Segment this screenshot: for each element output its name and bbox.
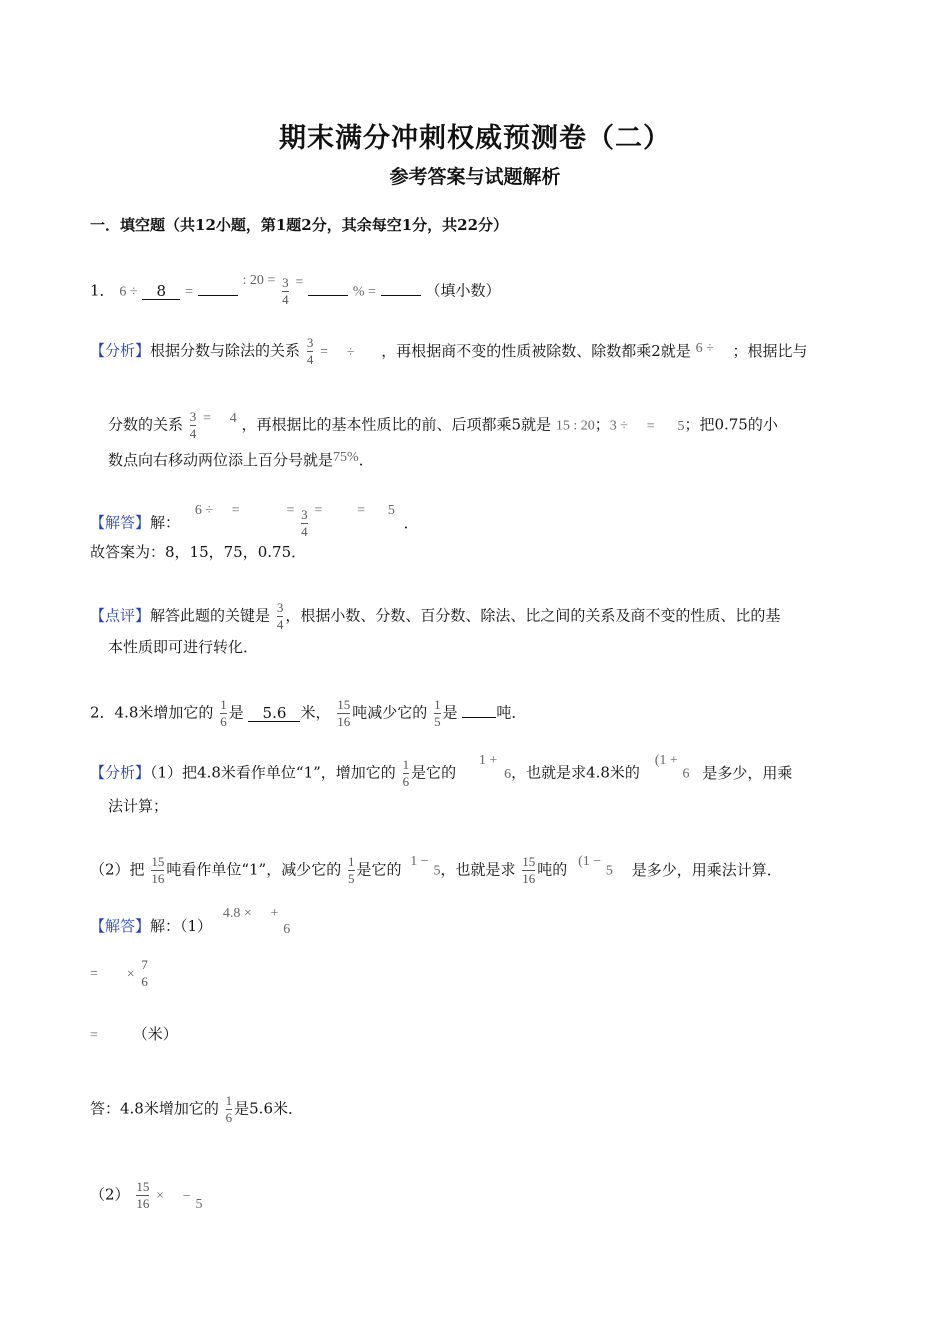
- answer-blank: 5.6: [248, 705, 300, 722]
- fraction: $\frac{15}{16}$: [151, 854, 165, 886]
- page-subtitle: 参考答案与试题解析: [389, 166, 561, 188]
- analysis-text: 是多少，用乘法计算．: [631, 860, 782, 879]
- math-expr: ×: [156, 1188, 165, 1204]
- math-expr: =: [90, 966, 98, 982]
- q2-analysis-line2: 法计算；: [108, 797, 169, 815]
- math-expr: =: [231, 502, 240, 518]
- analysis-text: 数点向右移动两位添上百分号就是: [108, 451, 334, 469]
- q1-comment-line2: 本性质即可进行转化．: [108, 638, 259, 656]
- math-expr: =: [357, 502, 366, 518]
- question-text: 是: [442, 703, 458, 722]
- q1-result: 故答案为：8，15，75，0.75．: [90, 543, 307, 561]
- math-expr: (1 +: [654, 752, 678, 768]
- analysis-text: （2）把: [90, 860, 145, 879]
- analysis-tag: 【分析】: [90, 341, 151, 360]
- comment-text: 解答此题的关键是: [150, 606, 271, 625]
- math-expr: ÷: [346, 344, 355, 360]
- fraction: $\frac{3}{4}$: [282, 275, 289, 307]
- answer-label: 解：（1）: [150, 917, 213, 935]
- math-expr: =: [646, 418, 655, 434]
- question-1: [90, 272, 501, 307]
- math-expr: 6: [504, 766, 512, 782]
- math-expr: (1 −: [578, 853, 602, 869]
- math-expr: 5: [605, 863, 613, 879]
- fraction: $\frac{3}{4}$: [276, 600, 284, 632]
- answer-text: 答：4.8米增加它的: [90, 1099, 219, 1118]
- analysis-text: 分数的关系: [108, 415, 184, 434]
- analysis-text: ，也就是求: [440, 860, 516, 879]
- fraction: $\frac{1}{5}$: [434, 697, 441, 729]
- analysis-tag: 【分析】: [90, 763, 151, 782]
- unit-text: （米）: [132, 1025, 178, 1043]
- analysis-text: 根据分数与除法的关系: [150, 341, 301, 360]
- math-expr: 6 ÷: [194, 502, 213, 518]
- q2-answer-line1: [90, 906, 291, 937]
- section-heading: 一．填空题（共12小题，第1题2分，其余每空1分，共22分）: [90, 216, 509, 234]
- q2-analysis-line1: [90, 752, 793, 789]
- math-expr: 6 ÷: [695, 340, 714, 356]
- q2-step-2: [90, 1023, 178, 1044]
- q2-step-1: [90, 958, 150, 989]
- fraction: $\frac{15}{16}$: [136, 1179, 150, 1211]
- fraction: $\frac{3}{4}$: [189, 409, 197, 441]
- comment-text: ，根据小数、分数、百分数、除法、比之间的关系及商不变的性质、比的基: [285, 606, 781, 625]
- math-expr: % =: [352, 284, 376, 300]
- question-text: 吨．: [496, 703, 527, 722]
- q1-analysis-line2: [108, 410, 778, 441]
- math-expr: 4.8 ×: [222, 906, 252, 921]
- math-expr: −: [182, 1188, 191, 1204]
- punctuation: ；: [594, 415, 610, 434]
- fraction: $\frac{1}{5}$: [348, 854, 355, 886]
- hint-text: （填小数）: [425, 281, 501, 300]
- math-expr: 6: [682, 766, 690, 782]
- answer-blank: [308, 295, 348, 296]
- q2-answer-part2: [90, 1180, 202, 1211]
- analysis-text: ，也就是求4.8米的: [511, 763, 640, 782]
- math-expr: 1 −: [410, 853, 429, 869]
- math-expr: 5: [387, 502, 395, 518]
- math-expr: 75%: [333, 450, 359, 465]
- math-expr: =: [286, 502, 295, 518]
- comment-tag: 【点评】: [90, 606, 151, 625]
- question-2: [90, 698, 526, 729]
- fraction: $\frac{3}{4}$: [306, 335, 314, 367]
- q2-answer-statement: [90, 1094, 303, 1125]
- question-text: 吨减少它的: [352, 703, 428, 722]
- math-expr: 5: [433, 863, 441, 879]
- fraction: $\frac{1}{6}$: [225, 1093, 233, 1125]
- question-text: 是: [228, 703, 244, 722]
- answer-blank: [198, 295, 238, 296]
- fraction: $\frac{1}{6}$: [402, 757, 410, 789]
- math-expr: 1 +: [478, 752, 498, 768]
- analysis-text: 是它的: [356, 860, 402, 879]
- math-expr: 3 ÷: [609, 418, 628, 434]
- q1-analysis-line3: [108, 449, 374, 470]
- math-expr: : 20 =: [242, 272, 276, 288]
- analysis-text: ，再根据比的基本性质比的前、后项都乘5就是: [241, 415, 552, 434]
- math-expr: =: [90, 1028, 98, 1043]
- math-expr: 5: [195, 1196, 203, 1212]
- math-expr: =: [320, 344, 328, 360]
- answer-label: 解：: [150, 513, 181, 532]
- q1-analysis-line1: [90, 336, 808, 367]
- answer-blank: [381, 295, 421, 296]
- q1-comment-line1: [90, 601, 780, 632]
- math-expr: 15 : 20: [555, 418, 595, 434]
- answer-text: 是5.6米．: [234, 1099, 303, 1118]
- answer-tag: 【解答】: [90, 513, 151, 532]
- math-expr: 6: [283, 922, 291, 937]
- page-title: 期末满分冲刺权威预测卷（二）: [279, 123, 671, 154]
- answer-blank: [462, 717, 496, 718]
- answer-tag: 【解答】: [90, 917, 151, 935]
- answer-label: （2）: [90, 1185, 130, 1204]
- math-expr: 4: [229, 410, 237, 426]
- math-expr: 6 ÷: [119, 284, 138, 300]
- question-number: 1．: [90, 281, 115, 300]
- analysis-text: ，再根据商不变的性质被除数、除数都乘2就是: [381, 341, 691, 360]
- analysis-text: 吨看作单位“1”，减少它的: [166, 860, 342, 879]
- question-text: 米，: [300, 703, 331, 722]
- fraction: $\frac{15}{16}$: [522, 854, 536, 886]
- punctuation: ．: [358, 451, 374, 469]
- q1-answer-line: [90, 502, 419, 539]
- math-expr: =: [185, 284, 193, 300]
- math-expr: =: [295, 274, 304, 290]
- question-text: 4.8米增加它的: [114, 703, 214, 722]
- analysis-text: 是多少，用乘: [702, 763, 793, 782]
- math-expr: ×: [126, 966, 135, 982]
- punctuation: ．: [403, 513, 419, 532]
- analysis-text: 是它的: [411, 763, 457, 782]
- analysis-text: （1）把4.8米看作单位“1”，增加它的: [150, 763, 396, 782]
- math-expr: 5: [677, 418, 685, 434]
- math-expr: =: [203, 410, 211, 426]
- q2-analysis-line3: [90, 855, 782, 886]
- fraction: $\frac{1}{6}$: [220, 697, 227, 729]
- math-expr: =: [314, 502, 323, 518]
- answer-blank: 8: [142, 283, 180, 300]
- math-expr: +: [270, 906, 279, 921]
- question-number: 2．: [90, 703, 115, 722]
- fraction: $\frac{15}{16}$: [337, 697, 351, 729]
- analysis-text: ；根据比与: [732, 341, 808, 360]
- fraction: 7 6: [141, 957, 148, 989]
- fraction: $\frac{3}{4}$: [301, 507, 308, 539]
- analysis-text: ；把0.75的小: [684, 415, 778, 434]
- analysis-text: 吨的: [537, 860, 568, 879]
